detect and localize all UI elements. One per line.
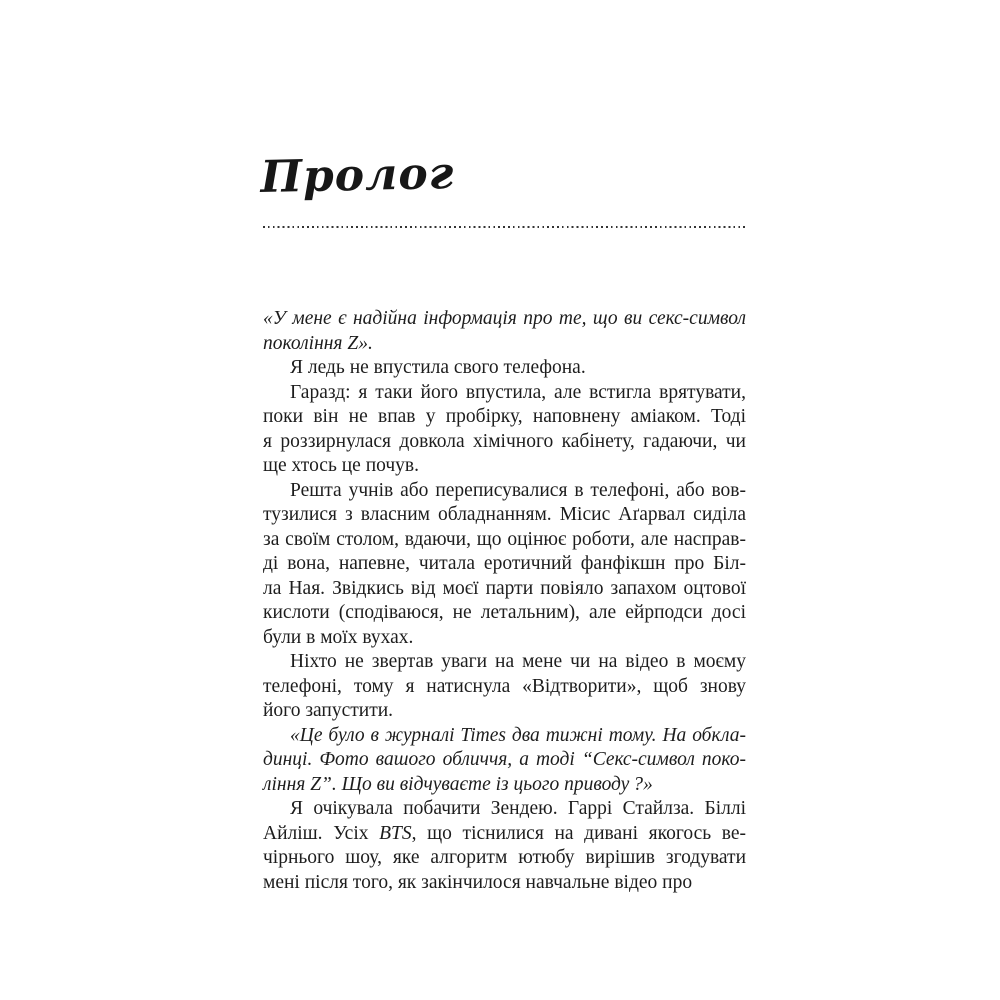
text-line xyxy=(263,503,746,528)
italic-text-segment: BTS xyxy=(379,822,412,844)
text-segment: кислоти (сподіваюся, не летальним), але ейрподси досі xyxy=(263,602,746,623)
italic-text-segment: «У мене є надійна інформація про те, що ви секс-символ xyxy=(263,308,746,329)
text-segment: його запустити. xyxy=(263,700,394,721)
italic-text-segment: динці. Фото вашого обличчя, а тоді “Секс-символ поко- xyxy=(263,749,746,770)
text-segment: мені після того, як закінчилося навчальне відео про xyxy=(263,871,693,893)
chapter-heading: Пролог xyxy=(259,147,455,204)
text-segment: ще хтось це почув. xyxy=(263,455,420,476)
text-segment: тузилися з власним обладнанням. Місис Аґарвал сиділа xyxy=(263,504,746,525)
italic-text-segment: «Це було в журналі Times два тижні тому. На обкла- xyxy=(290,724,746,746)
text-line xyxy=(263,601,746,626)
text-line xyxy=(263,356,746,381)
text-segment: Айліш. Усіх xyxy=(263,822,380,844)
text-line xyxy=(263,846,746,871)
text-line xyxy=(263,577,746,602)
text-line xyxy=(263,797,746,822)
text-line xyxy=(263,748,746,773)
text-line xyxy=(263,454,746,479)
text-segment: Ніхто не звертав уваги на мене чи на відео в моєму xyxy=(290,651,746,672)
text-segment: були в моїх вухах. xyxy=(263,626,414,648)
text-segment: за своїм столом, вдаючи, що оцінює роботи, але насправ- xyxy=(263,528,746,550)
dotted-divider xyxy=(263,226,747,228)
text-line xyxy=(263,724,746,749)
text-segment: , що тіснилися на дивані якогось ве- xyxy=(411,822,747,844)
text-line xyxy=(263,871,746,896)
italic-text-segment: ління Z”. Що ви відчуваєте із цього приводу ?» xyxy=(263,773,653,795)
text-line xyxy=(263,307,746,332)
text-segment: я роззирнулася довкола хімічного кабінету, гадаючи, чи xyxy=(263,430,746,452)
text-segment: ла Ная. Звідкись від моєї парти повіяло запахом оцтової xyxy=(263,577,746,599)
text-line xyxy=(263,626,746,651)
text-line xyxy=(263,650,746,675)
text-line xyxy=(263,822,746,847)
text-segment: телефоні, тому я натиснула «Відтворити», щоб знову xyxy=(263,675,746,697)
text-segment: Гаразд: я таки його впустила, але встигла врятувати, xyxy=(290,381,746,403)
text-line xyxy=(263,773,746,798)
text-segment: Я ледь не впустила свого телефона. xyxy=(290,357,586,378)
text-line xyxy=(263,699,746,724)
body-text xyxy=(263,307,746,895)
text-line xyxy=(263,405,746,430)
text-line xyxy=(263,332,746,357)
text-line xyxy=(263,552,746,577)
text-line xyxy=(263,381,746,406)
text-segment: поки він не впав у пробірку, наповнену аміаком. Тоді xyxy=(263,406,746,427)
text-line xyxy=(263,479,746,504)
text-line xyxy=(263,675,746,700)
italic-text-segment: покоління Z». xyxy=(263,332,373,354)
text-segment: Я очікувала побачити Зендею. Гаррі Стайлза. Біллі xyxy=(290,798,746,819)
text-segment: чірнього шоу, яке алгоритм ютюбу вирішив згодувати xyxy=(263,847,746,868)
text-segment: Решта учнів або переписувалися в телефоні, або вов- xyxy=(290,479,746,501)
text-line xyxy=(263,430,746,455)
text-segment: ді вона, напевне, читала еротичний фанфікшн про Біл- xyxy=(263,553,746,574)
text-line xyxy=(263,528,746,553)
